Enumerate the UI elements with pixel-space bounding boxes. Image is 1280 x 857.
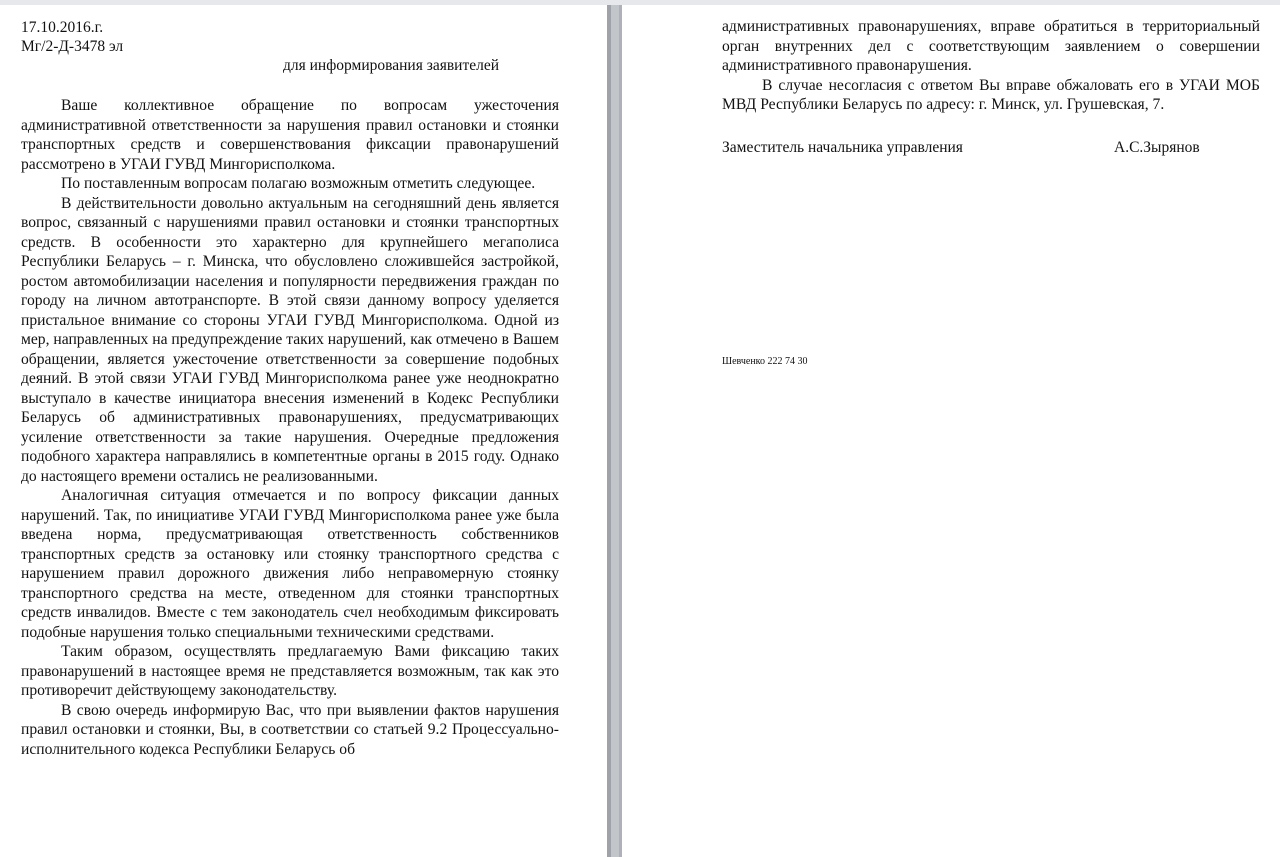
signatory-name: А.С.Зырянов: [1114, 139, 1200, 156]
paragraph: Ваше коллективное обращение по вопросам ужесточения административной ответственности за нарушения правил остановки и стоянки транспортных средств и совершенствования фиксации правонарушений рассмотрено в УГАИ ГУВД Мингорисполкома.: [21, 97, 559, 173]
paragraph: Аналогичная ситуация отмечается и по вопросу фиксации данных нарушений. Так, по инициативе УГАИ ГУВД Мингорисполкома ранее уже была введена норма, предусматривающая ответственность собственников транспортных средств за остановку или стоянку транспортного средства с нарушением правил дорожного движения либо неправомерную стоянку транспортного средства на месте, отведенном для стоянки транспортных средств инвалидов. Вместе с тем законодатель счел необходимым фиксировать подобные нарушения только специальными техническими средствами.: [21, 487, 559, 641]
letter-body-page-1: [21, 96, 559, 759]
paragraph: По поставленным вопросам полагаю возможным отметить следующее.: [61, 175, 536, 192]
page-gutter: [607, 5, 622, 857]
signature-block: [722, 138, 1242, 157]
letter-header: [21, 18, 123, 56]
executor-contact: Шевченко 222 74 30: [722, 356, 808, 367]
document-page-1: [0, 5, 607, 857]
registration-number: Мг/2-Д-3478 эл: [21, 38, 124, 55]
paragraph-continuation: административных правонарушениях, вправе обратиться в территориальный орган внутренних дел с соответствующим заявлением о совершении административного правонарушения.: [722, 18, 1260, 74]
paragraph: В действительности довольно актуальным на сегодняшний день является вопрос, связанный с нарушениями правил остановки и стоянки транспортных средств. В особенности это характерно для крупнейшего мегаполиса Республики Беларусь – г. Минска, что обусловлено сложившейся застройкой, ростом автомобилизации населения и популярности передвижения граждан по городу на личном автотранспорте. В этой связи данному вопросу уделяется пристальное внимание со стороны УГАИ ГУВД Мингорисполкома. Одной из мер, направленных на предупреждение таких нарушений, как отмечено в Вашем обращении, является ужесточение ответственности за совершение подобных деяний. В этой связи УГАИ ГУВД Мингорисполкома ранее уже неоднократно выступало в качестве инициатора внесения изменений в Кодекс Республики Беларусь об административных правонарушениях, предусматривающих усиление ответственности за такие нарушения. Очередные предложения подобного характера направлялись в компетентные органы в 2015 году. Однако до настоящего времени остались не реализованными.: [21, 194, 559, 485]
addressee-line: для информирования заявителей: [283, 57, 500, 74]
paragraph: В случае несогласия с ответом Вы вправе обжаловать его в УГАИ МОБ МВД Республики Беларусь по адресу: г. Минск, ул. Грушевская, 7.: [722, 76, 1260, 113]
document-page-2: [622, 5, 1280, 857]
paragraph: В свою очередь информирую Вас, что при выявлении фактов нарушения правил остановки и стоянки, Вы, в соответствии со статьей 9.2 Процессуально-исполнительного кодекса Республики Беларусь об: [21, 701, 559, 758]
signatory-title: Заместитель начальника управления: [722, 139, 963, 156]
letter-date: 17.10.2016.г.: [21, 19, 104, 36]
paragraph: Таким образом, осуществлять предлагаемую Вами фиксацию таких правонарушений в настоящее время не представляется возможным, так как это противоречит действующему законодательству.: [21, 643, 559, 699]
letter-body-page-2: [722, 17, 1260, 115]
